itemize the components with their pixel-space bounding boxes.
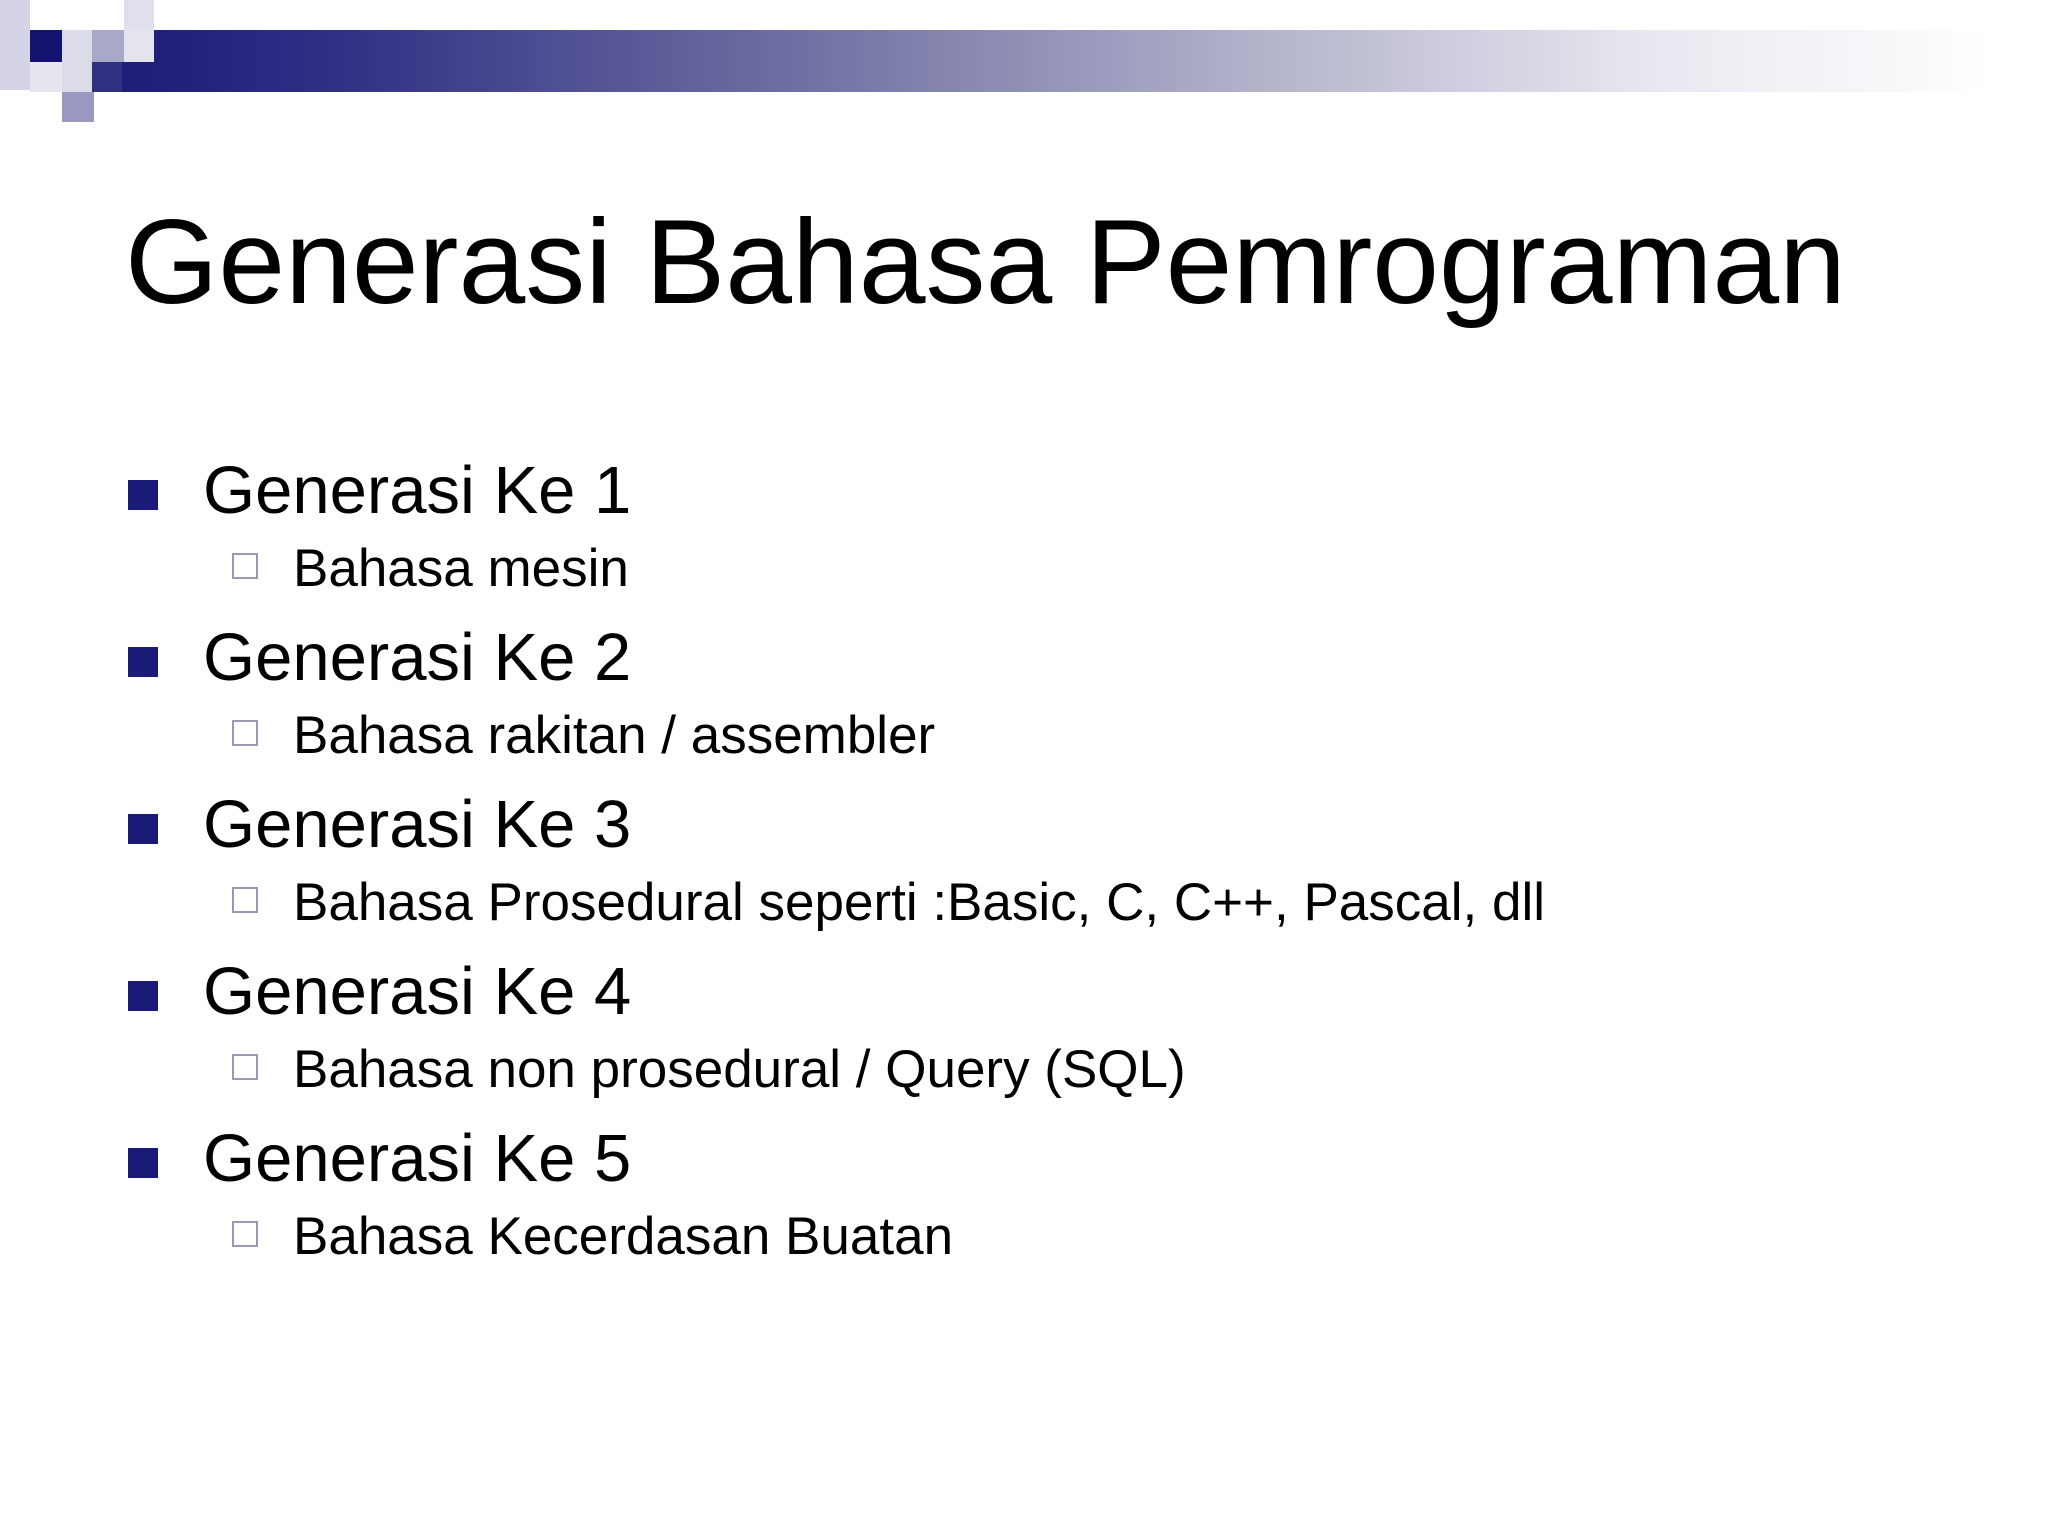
bullet-level-2 [0,870,2048,936]
deco-square [62,92,94,122]
bullet-label: Generasi Ke 1 [203,453,632,528]
bullet-label: Generasi Ke 5 [203,1121,632,1196]
bullet-label: Generasi Ke 2 [203,620,632,695]
slide-title: Generasi Bahasa Pemrograman [125,195,1846,329]
list-item [0,450,2048,617]
bullet-level-1 [0,784,2048,866]
bullet-level-1 [0,1118,2048,1200]
bullet-label: Generasi Ke 3 [203,787,632,862]
filled-square-bullet-icon [128,647,158,677]
bullet-level-2 [0,703,2048,769]
sub-bullet-label: Bahasa Prosedural seperti :Basic, C, C++, Pascal, dll [293,873,1545,932]
hollow-square-bullet-icon [232,720,258,746]
hollow-square-bullet-icon [232,1221,258,1247]
bullet-level-1 [0,617,2048,699]
bullet-level-2 [0,1204,2048,1270]
deco-square [30,30,62,62]
hollow-square-bullet-icon [232,553,258,579]
sub-bullet-label: Bahasa mesin [293,539,629,598]
list-item [0,1118,2048,1285]
filled-square-bullet-icon [128,981,158,1011]
hollow-square-bullet-icon [232,887,258,913]
deco-square [124,30,154,62]
deco-square [92,30,124,62]
deco-square [0,0,30,90]
bullet-label: Generasi Ke 4 [203,954,632,1029]
sub-bullet-label: Bahasa rakitan / assembler [293,706,936,765]
bullet-list [0,450,2048,1285]
sub-bullet-label: Bahasa non prosedural / Query (SQL) [293,1040,1186,1099]
header-decoration [0,0,2048,130]
bullet-level-1 [0,450,2048,532]
filled-square-bullet-icon [128,814,158,844]
deco-square [124,0,154,30]
bullet-level-2 [0,1037,2048,1103]
list-item [0,951,2048,1118]
header-gradient-bar [92,30,1992,92]
filled-square-bullet-icon [128,1148,158,1178]
list-item [0,617,2048,784]
sub-bullet-label: Bahasa Kecerdasan Buatan [293,1207,954,1266]
deco-square [92,62,122,92]
hollow-square-bullet-icon [232,1054,258,1080]
deco-square [62,30,92,92]
list-item [0,784,2048,951]
filled-square-bullet-icon [128,480,158,510]
deco-square [30,62,62,92]
bullet-level-2 [0,536,2048,602]
bullet-level-1 [0,951,2048,1033]
